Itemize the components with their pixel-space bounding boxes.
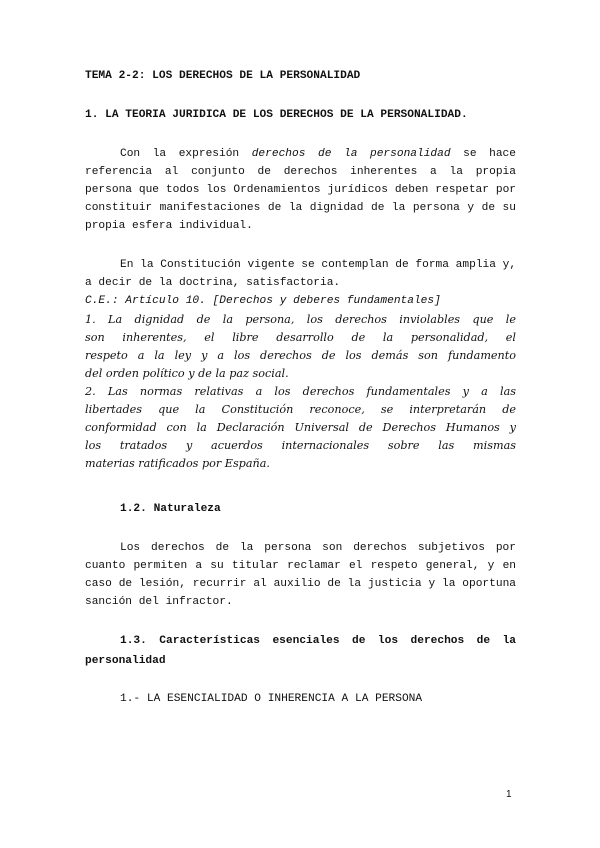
para1-line-1-start: Con la expresión bbox=[120, 148, 252, 160]
para3-line: Los derechos de la persona son derechos subjetivos por bbox=[120, 542, 516, 554]
article-line: libertades que la Constitución reconoce, se interpretarán de bbox=[85, 403, 516, 416]
page-number: 1 bbox=[506, 789, 512, 800]
para1-line-1 bbox=[120, 148, 516, 161]
para3-line: cuanto permiten a su titular reclamar el respeto general, y en bbox=[85, 560, 516, 572]
para1-line-2: referencia al conjunto de derechos inherentes a la propia bbox=[85, 166, 516, 178]
article-line: conformidad con la Declaración Universal de Derechos Humanos y bbox=[85, 421, 516, 434]
para1-line-1-end: se hace bbox=[450, 148, 516, 160]
section-1-3-heading-line-1: 1.3. Características esenciales de los derechos de la bbox=[120, 635, 516, 647]
section-1-heading: 1. LA TEORIA JURIDICA DE LOS DERECHOS DE LA PERSONALIDAD. bbox=[85, 109, 468, 121]
document-title: TEMA 2-2: LOS DERECHOS DE LA PERSONALIDAD bbox=[85, 70, 361, 82]
para1-line-4: constituir manifestaciones de la dignidad de la persona y de su bbox=[85, 202, 516, 214]
article-heading: C.E.: Artículo 10. [Derechos y deberes fundamentales] bbox=[85, 295, 441, 307]
para3-line: caso de lesión, recurrir al auxilio de la justicia y la oportuna bbox=[85, 578, 516, 590]
subsection-1-heading: 1.- LA ESENCIALIDAD O INHERENCIA A LA PERSONA bbox=[120, 693, 423, 705]
article-line: son inherentes, el libre desarrollo de la personalidad, el bbox=[85, 331, 516, 344]
para1-line-3: persona que todos los Ordenamientos jurídicos deben respetar por bbox=[85, 184, 516, 196]
section-1-2-heading: 1.2. Naturaleza bbox=[120, 503, 221, 515]
para2-line-1: En la Constitución vigente se contemplan de forma amplia y, bbox=[120, 259, 517, 271]
article-line: 2. Las normas relativas a los derechos fundamentales y a las bbox=[85, 385, 516, 398]
section-1-3-heading-line-2: personalidad bbox=[85, 655, 166, 667]
para1-line-5: propia esfera individual. bbox=[85, 220, 253, 232]
article-line: 1. La dignidad de la persona, los derechos inviolables que le bbox=[85, 313, 516, 326]
article-line: materias ratificados por España. bbox=[85, 457, 270, 470]
para3-line: sanción del infractor. bbox=[85, 596, 233, 608]
article-line: los tratados y acuerdos internacionales sobre las mismas bbox=[85, 439, 516, 452]
article-line: del orden político y de la paz social. bbox=[85, 367, 289, 380]
para2-line-2: a decir de la doctrina, satisfactoria. bbox=[85, 277, 341, 289]
para1-line-1-italic: derechos de la personalidad bbox=[251, 148, 451, 160]
article-line: respeto a la ley y a los derechos de los demás son fundamento bbox=[85, 349, 516, 362]
